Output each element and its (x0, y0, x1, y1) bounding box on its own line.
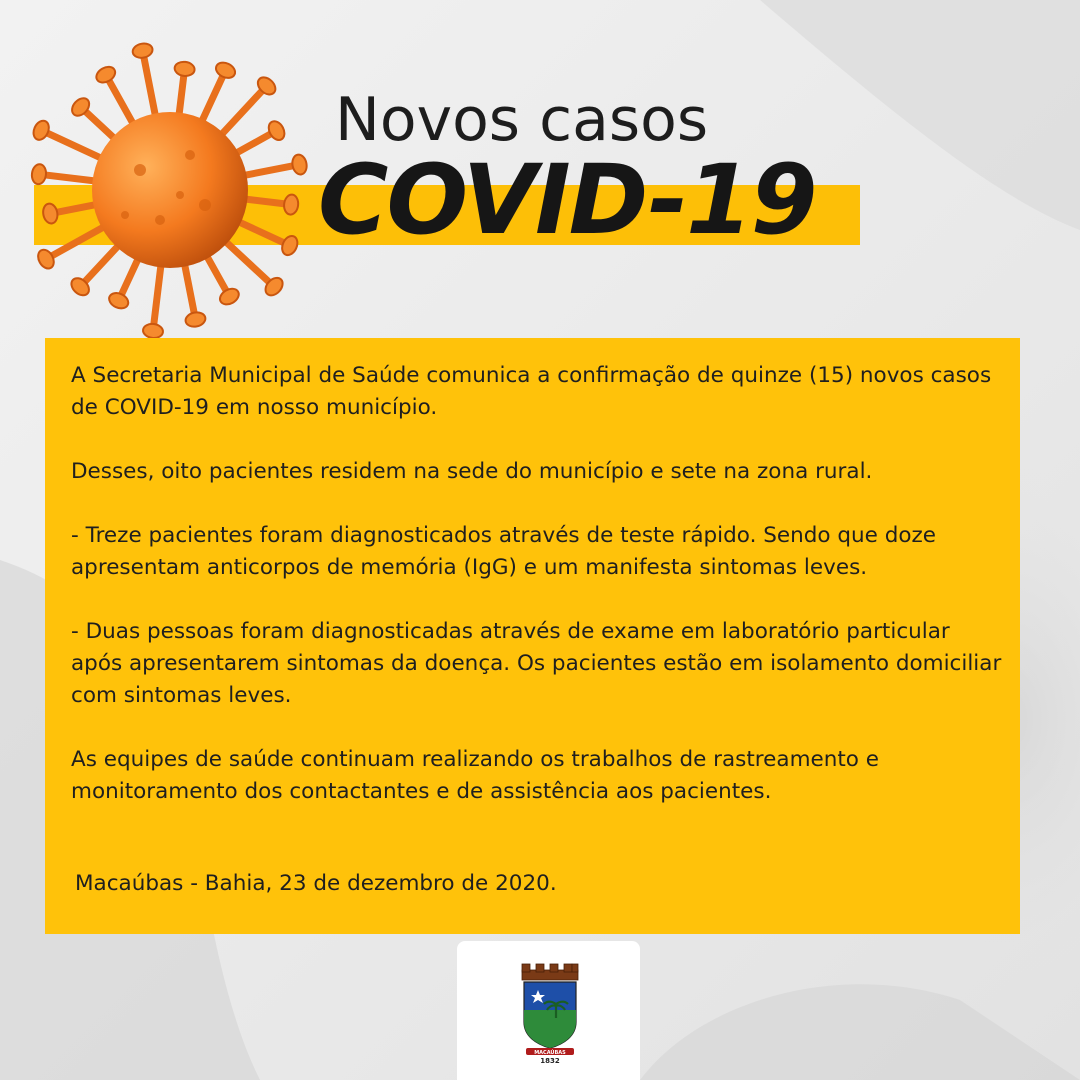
virus-spike-tip (31, 118, 52, 142)
virus-spike-tip (41, 202, 59, 224)
paragraph: - Duas pessoas foram diagnosticadas através de exame em laboratório particular após apresentarem sintomas da doença. Os pacientes estão em isolamento domiciliar com sintomas leves. (71, 619, 1002, 708)
virus-spike (49, 226, 105, 257)
virus-spike (184, 263, 194, 316)
virus-spike-tip (142, 323, 164, 339)
crest-year: 1832 (540, 1057, 560, 1064)
virus-spike-tip (131, 42, 153, 60)
virus-spike (179, 73, 184, 117)
virus-spike-tip (291, 153, 309, 175)
virus-spike-tip (217, 286, 241, 308)
virus-spike (108, 78, 134, 125)
virus-spike (54, 204, 97, 212)
page-title: COVID-19 (318, 144, 816, 256)
virus-spike (206, 255, 227, 293)
crest-banner-text: MACAÚBAS (534, 1050, 566, 1056)
paragraph: As equipes de saúde continuam realizando os trabalhos de rastreamento e monitoramento dos contactantes e de assistência aos pacientes. (71, 747, 880, 804)
virus-spike (243, 165, 296, 175)
virus-spike-tip (279, 234, 300, 258)
announcement-text (71, 360, 1006, 808)
virus-spike (45, 132, 103, 159)
subtitle: Novos casos (335, 85, 709, 155)
municipal-coat-of-arms (516, 960, 584, 1064)
virus-spike (153, 263, 161, 327)
virus-spike-tip (283, 194, 299, 216)
virus-spike-tip (107, 290, 131, 311)
paragraph: Desses, oito pacientes residem na sede do município e sete na zona rural. (71, 459, 873, 484)
signature: Macaúbas - Bahia, 23 de dezembro de 2020. (75, 871, 557, 896)
virus-spike-tip (31, 163, 47, 185)
paragraph: A Secretaria Municipal de Saúde comunica a confirmação de quinze (15) novos casos de COVID-19 em nosso município. (71, 363, 992, 420)
virus-spike-tip (35, 247, 57, 271)
virus-spike-tip (266, 118, 288, 142)
virus-spike (220, 89, 264, 136)
virus-spike (84, 110, 116, 140)
virus-spike (243, 199, 287, 204)
virus-spike (43, 175, 97, 181)
virus-spike-tip (94, 64, 118, 86)
virus-spike (224, 240, 271, 284)
paragraph: - Treze pacientes foram diagnosticados através de teste rápido. Sendo que doze apresentam anticorpos de memória (IgG) e um manifesta sintomas leves. (71, 523, 937, 580)
virus-spike-tip (214, 60, 238, 81)
virus-spike (120, 257, 139, 297)
virus-spike-tip (174, 61, 196, 77)
virus-spike-tip (184, 311, 206, 329)
virus-spike (237, 221, 286, 244)
coronavirus-icon (20, 40, 320, 340)
virus-spike (201, 74, 224, 123)
virus-spike (235, 133, 273, 154)
virus-spike (143, 55, 155, 118)
virus-spike (83, 244, 120, 284)
